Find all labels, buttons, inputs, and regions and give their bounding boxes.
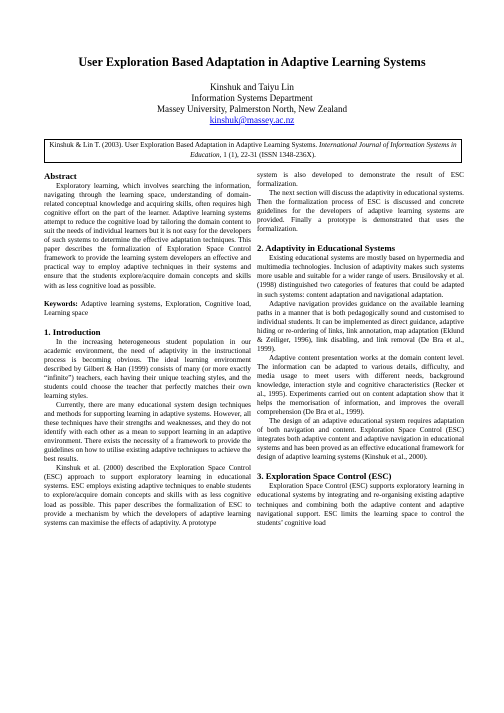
section-2-heading: 2. Adaptivity in Educational Systems — [257, 243, 396, 254]
keywords-text: Adaptive learning systems, Exploration, Cognitive load, Learning space — [44, 299, 251, 317]
citation-journal: International Journal of Information Systems in Education, — [190, 141, 457, 159]
author-department: Information Systems Department — [191, 93, 313, 103]
section-1-paragraph: Currently, there are many educational system design techniques and methods for supporting learning in adaptive systems. However, all these techniques have their strengths and weaknesses, and they do not identify with each other as a mean to support learning in an adaptive environment. There exists the necessity of a framework to provide the guidelines on how to utilise existing adaptive techniques to achieve the best results. — [44, 400, 251, 464]
right-column — [257, 171, 464, 528]
paper-authors: Kinshuk and Taiyu Lin — [210, 82, 294, 92]
author-email-line — [0, 115, 504, 125]
abstract-text: Exploratory learning, which involves searching the information, navigating through the learning space, understanding of domain-related conceptual knowledge and acquiring skills, often requires high cognitive effort on the part of the learner. Adaptive learning systems attempt to reduce the cognitive load by tailoring the domain content to suit the needs of individual learners but it is not easy for the developers of such systems to determine the effective adaptation techniques. This paper describes the formalization of Exploration Space Control framework to provide the learning system developers an effective and practical way to employ adaptive techniques in their systems and ensure that the students explore/acquire domain concepts and skills with as less cognitive load as possible. — [44, 182, 251, 290]
continued-paragraph: system is also developed to demonstrate the result of ESC formalization. — [257, 171, 464, 189]
section-1-paragraph: Kinshuk et al. (2000) described the Exploration Space Control (ESC) approach to support exploratory learning in educational systems. ESC employs existing adaptive techniques to enable students to explore/acquire domain concepts and skills with as less cognitive load as possible. This paper describes the formalization of ESC to provide a mechanism by which the developers of adaptive learning systems can maximise the effects of adaptivity. A prototype — [44, 464, 251, 527]
section-2-paragraph: Existing educational systems are mostly based on hypermedia and multimedia technologies. Inclusion of adaptivity makes such systems more usable and suitable for a wider range of users. Brusilovsky et al. (1998) distinguished two categories of features that could be adapted in such systems: content adaptation and navigational adaptation. — [257, 254, 464, 299]
section-3-paragraph: Exploration Space Control (ESC) supports exploratory learning in educational systems by integrating and re-organising existing adaptive techniques and combining both the adaptive content and adaptive navigational support. ESC limits the learning space to control the students’ cognitive load — [257, 482, 464, 527]
section-2-paragraph: The design of an adaptive educational system requires adaptation of both navigation and content. Exploration Space Control (ESC) integrates both adaptive content and adaptive navigation in educational systems and has been proved as an effective educational framework for design of adaptive learning systems (Kinshuk et al., 2000). — [257, 417, 464, 462]
section-3-heading: 3. Exploration Space Control (ESC) — [257, 471, 392, 482]
section-2-paragraph: Adaptive navigation provides guidance on the available learning paths in a manner that is both pedagogically sound and customised to individual students. It can be implemented as direct guidance, adaptive hiding or re-ordering of links, link annotation, map adaptation (Eklund & Zeiliger, 1996), link disabling, and link removal (De Bra et al., 1999). — [257, 299, 464, 353]
paper-title: User Exploration Based Adaptation in Adaptive Learning Systems — [78, 55, 426, 69]
citation-box — [44, 139, 462, 163]
left-column — [44, 171, 251, 528]
section-2-paragraph: Adaptive content presentation works at the domain content level. The information can be adapted to various details, difficulty, and media usage to meet users with different needs, background knowledge, interaction style and cognitive characteristics (Recker et al., 1995). Experiments carried out on content adaptation show that it helps the memorisation of information, and improves the overall comprehension (De Bra et al., 1999). — [257, 353, 464, 417]
section-1-heading: 1. Introduction — [44, 326, 101, 337]
abstract-heading: Abstract — [44, 171, 77, 181]
citation-prefix: Kinshuk & Lin T. (2003). User Exploration Based Adaptation in Adaptive Learning Systems. — [49, 141, 318, 149]
keywords-paragraph — [44, 300, 251, 318]
overview-paragraph: The next section will discuss the adaptivity in educational systems. Then the formalization process of ESC is discussed and concrete guidelines for the developers of adaptive learning systems are provided. Finally a prototype is demonstrated that uses the formalization. — [257, 189, 464, 234]
author-university: Massey University, Palmerston North, New Zealand — [156, 104, 348, 114]
citation-suffix: 1 (1), 22-31 (ISSN 1348-236X). — [223, 150, 316, 159]
author-email-link[interactable]: kinshuk@massey.ac.nz — [209, 115, 295, 125]
keywords-label: Keywords: — [44, 299, 78, 308]
section-1-paragraph: In the increasing heterogeneous student population in our academic environment, the need of adaptivity in the instructional process is becoming obvious. The ideal learning environment described by Gilbert & Han (1999) consists of many (or more exactly “infinite”) teachers, each having their unique teaching styles, and the students could choose the teacher that perfectly matches their own learning styles. — [44, 337, 251, 400]
